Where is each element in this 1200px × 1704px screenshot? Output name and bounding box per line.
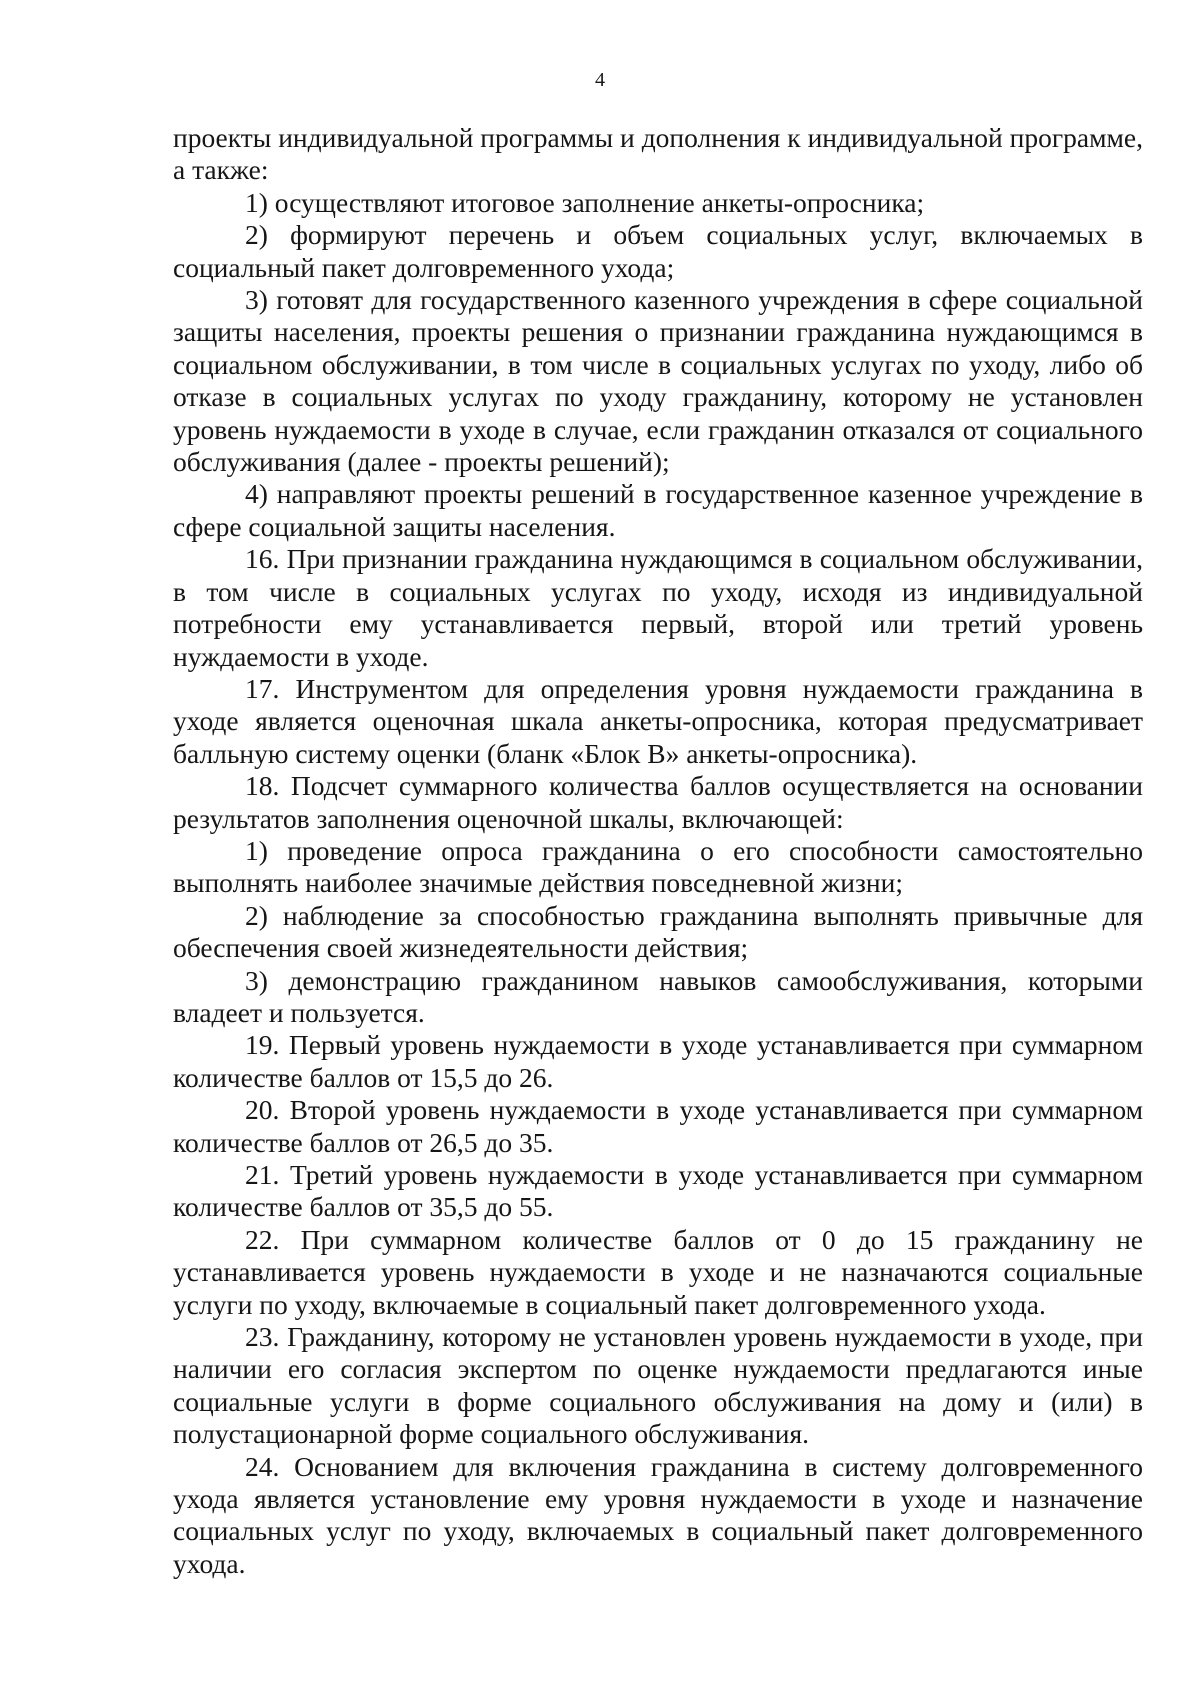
paragraph: проекты индивидуальной программы и дополнения к индивидуальной программе, а также:	[173, 122, 1143, 186]
list-item: 2) формируют перечень и объем социальных услуг, включаемых в социальный пакет долговременного ухода;	[173, 219, 1143, 283]
clause-17: 17. Инструментом для определения уровня нуждаемости гражданина в уходе является оценочная шкала анкеты-опросника, которая предусматривает балльную систему оценки (бланк «Блок В» анкеты-опросника).	[173, 672, 1143, 769]
clause-24: 24. Основанием для включения гражданина в систему долговременного ухода является установление ему уровня нуждаемости в уходе и назначение социальных услуг по уходу, включаемых в социальный пакет долговременного ухода.	[173, 1450, 1143, 1579]
clause-19: 19. Первый уровень нуждаемости в уходе устанавливается при суммарном количестве баллов от 15,5 до 26.	[173, 1029, 1143, 1093]
list-item: 4) направляют проекты решений в государственное казенное учреждение в сфере социальной защиты населения.	[173, 478, 1143, 542]
list-item: 3) готовят для государственного казенного учреждения в сфере социальной защиты населения, проекты решения о признании гражданина нуждающимся в социальном обслуживании, в том числе в социальных услугах по уходу, либо об отказе в социальных услугах по уходу гражданину, которому не установлен уровень нуждаемости в уходе в случае, если гражданин отказался от социального обслуживания (далее - проекты решений);	[173, 284, 1143, 478]
clause-18: 18. Подсчет суммарного количества баллов осуществляется на основании результатов заполнения оценочной шкалы, включающей:	[173, 770, 1143, 834]
clause-20: 20. Второй уровень нуждаемости в уходе устанавливается при суммарном количестве баллов от 26,5 до 35.	[173, 1094, 1143, 1158]
clause-21: 21. Третий уровень нуждаемости в уходе устанавливается при суммарном количестве баллов от 35,5 до 55.	[173, 1159, 1143, 1223]
list-item: 1) проведение опроса гражданина о его способности самостоятельно выполнять наиболее значимые действия повседневной жизни;	[173, 834, 1143, 899]
document-body	[173, 122, 1143, 1580]
list-item: 3) демонстрацию гражданином навыков самообслуживания, которыми владеет и пользуется.	[173, 964, 1143, 1028]
clause-22: 22. При суммарном количестве баллов от 0 до 15 гражданину не устанавливается уровень нуждаемости в уходе и не назначаются социальные услуги по уходу, включаемые в социальный пакет долговременного ухода.	[173, 1223, 1143, 1320]
page-number: 4	[595, 69, 605, 91]
list-item: 1) осуществляют итоговое заполнение анкеты-опросника;	[245, 186, 925, 218]
clause-16: 16. При признании гражданина нуждающимся в социальном обслуживании, в том числе в социальных услугах по уходу, исходя из индивидуальной потребности ему устанавливается первый, второй или третий уровень нуждаемости в уходе.	[173, 543, 1143, 672]
list-item: 2) наблюдение за способностью гражданина выполнять привычные для обеспечения своей жизнедеятельности действия;	[173, 899, 1143, 964]
clause-23: 23. Гражданину, которому не установлен уровень нуждаемости в уходе, при наличии его согласия экспертом по оценке нуждаемости предлагаются иные социальные услуги в форме социального обслуживания на дому и (или) в полустационарной форме социального обслуживания.	[173, 1321, 1143, 1450]
